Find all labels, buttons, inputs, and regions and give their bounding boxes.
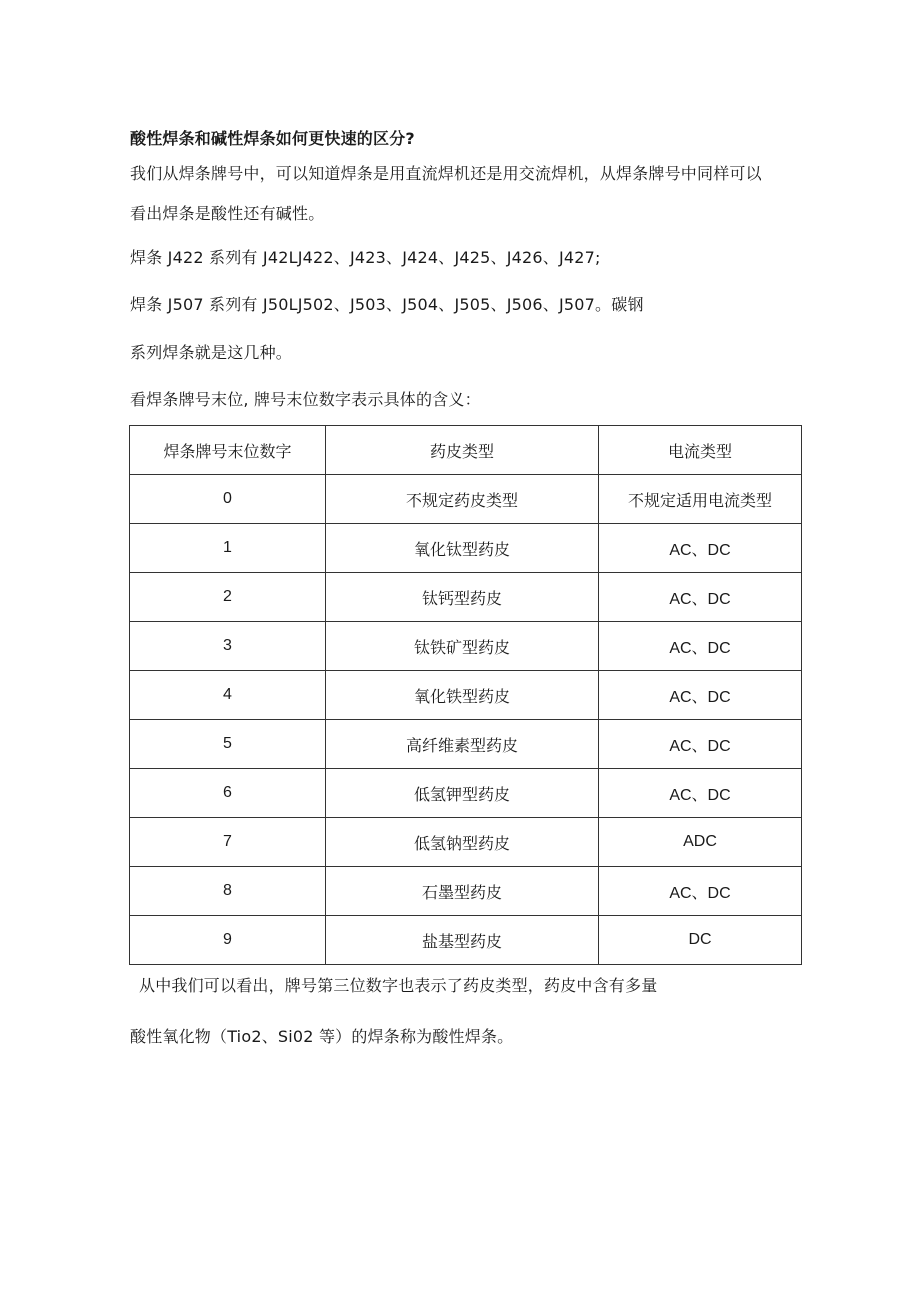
paragraph-intro-line-2: 看出焊条是酸性还有碱性。 (130, 204, 325, 223)
cell-digit: 4 (130, 671, 326, 720)
cell-current: AC、DC (599, 524, 802, 573)
cell-digit: 9 (130, 916, 326, 965)
cell-coating: 不规定药皮类型 (326, 475, 599, 524)
table-row (130, 916, 802, 965)
cell-current: AC、DC (599, 622, 802, 671)
document-title: 酸性焊条和碱性焊条如何更快速的区分? (130, 129, 415, 148)
table-row (130, 818, 802, 867)
table-row (130, 573, 802, 622)
cell-current: ADC (599, 818, 802, 867)
table-row (130, 867, 802, 916)
header-coating-type: 药皮类型 (326, 426, 599, 475)
cell-digit: 8 (130, 867, 326, 916)
cell-coating: 盐基型药皮 (326, 916, 599, 965)
cell-current: AC、DC (599, 769, 802, 818)
cell-digit: 3 (130, 622, 326, 671)
table-row (130, 769, 802, 818)
paragraph-conclusion-line-1: 从中我们可以看出，牌号第三位数字也表示了药皮类型，药皮中含有多量 (139, 976, 658, 995)
cell-digit: 7 (130, 818, 326, 867)
table-header-row (130, 426, 802, 475)
header-last-digit: 焊条牌号末位数字 (130, 426, 326, 475)
cell-current: 不规定适用电流类型 (599, 475, 802, 524)
cell-coating: 氧化铁型药皮 (326, 671, 599, 720)
cell-digit: 5 (130, 720, 326, 769)
electrode-code-table (129, 425, 802, 965)
cell-current: AC、DC (599, 867, 802, 916)
header-current-type: 电流类型 (599, 426, 802, 475)
cell-coating: 钛钙型药皮 (326, 573, 599, 622)
table-row (130, 524, 802, 573)
paragraph-j507-series-line-2: 系列焊条就是这几种。 (130, 343, 293, 362)
cell-coating: 钛铁矿型药皮 (326, 622, 599, 671)
cell-coating: 氧化钛型药皮 (326, 524, 599, 573)
table-row (130, 720, 802, 769)
cell-digit: 0 (130, 475, 326, 524)
paragraph-intro-line-1: 我们从焊条牌号中，可以知道焊条是用直流焊机还是用交流焊机，从焊条牌号中同样可以 (130, 164, 762, 183)
cell-current: DC (599, 916, 802, 965)
cell-coating: 低氢钠型药皮 (326, 818, 599, 867)
cell-coating: 高纤维素型药皮 (326, 720, 599, 769)
cell-digit: 2 (130, 573, 326, 622)
table-row (130, 622, 802, 671)
paragraph-conclusion-line-2: 酸性氧化物（Tio2、Si02 等）的焊条称为酸性焊条。 (130, 1027, 514, 1046)
cell-coating: 石墨型药皮 (326, 867, 599, 916)
cell-digit: 6 (130, 769, 326, 818)
table-row (130, 671, 802, 720)
cell-coating: 低氢钾型药皮 (326, 769, 599, 818)
table-row (130, 475, 802, 524)
cell-current: AC、DC (599, 671, 802, 720)
cell-current: AC、DC (599, 720, 802, 769)
paragraph-table-intro: 看焊条牌号末位, 牌号末位数字表示具体的含义： (130, 390, 481, 409)
cell-digit: 1 (130, 524, 326, 573)
paragraph-j507-series-line-1: 焊条 J507 系列有 J50LJ502、J503、J504、J505、J506、J507。碳钢 (130, 295, 644, 314)
cell-current: AC、DC (599, 573, 802, 622)
paragraph-j422-series: 焊条 J422 系列有 J42LJ422、J423、J424、J425、J426、J427; (130, 248, 601, 267)
